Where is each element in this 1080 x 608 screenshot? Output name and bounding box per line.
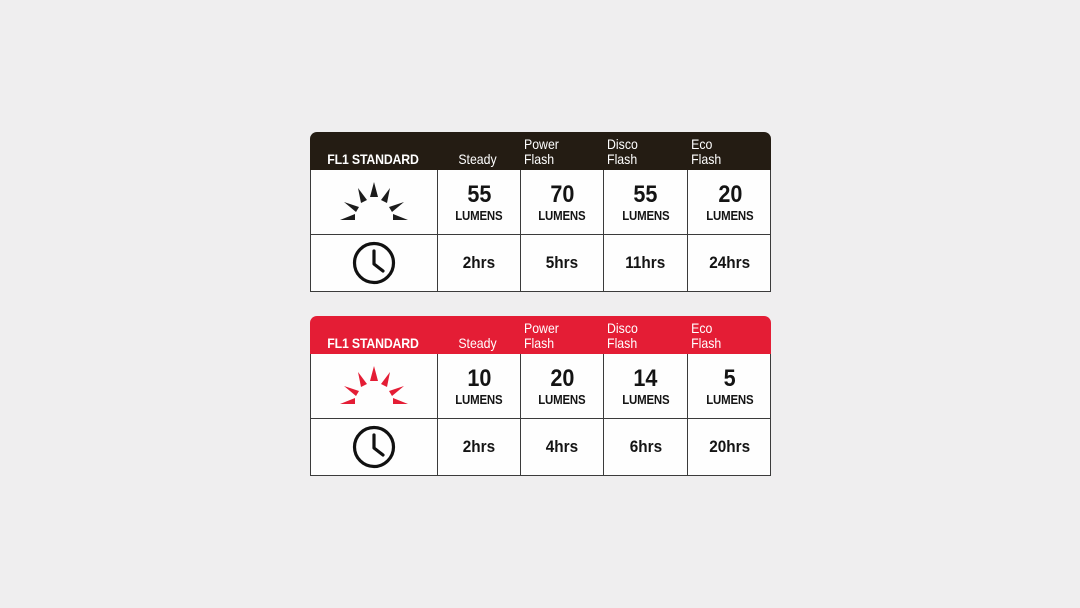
runtime-icon-cell [311,418,437,475]
table-header [310,316,771,354]
mode-eco-flash-header: Eco Flash [691,320,722,351]
lumens-disco-flash: 55 LUMENS [603,170,687,234]
runtime-power-flash: 4hrs [520,418,603,475]
clock-icon [351,240,397,286]
runtime-eco-flash: 24hrs [687,234,771,291]
mode-disco-flash-header: Disco Flash [607,320,638,351]
runtime-steady: 2hrs [437,418,520,475]
mode-steady-header: Steady [458,151,497,167]
table-body [310,354,771,476]
runtime-power-flash: 5hrs [520,234,603,291]
mode-eco-flash-header: Eco Flash [691,136,722,167]
lumens-eco-flash: 20 LUMENS [687,170,771,234]
table-header [310,132,771,170]
brightness-icon-cell [311,170,437,234]
lumens-power-flash: 20 LUMENS [520,354,603,418]
red-light-spec-table [310,316,771,476]
clock-icon [351,424,397,470]
table-title: FL1 STANDARD [327,335,419,351]
lumens-power-flash: 70 LUMENS [520,170,603,234]
lumens-steady: 55 LUMENS [437,170,520,234]
mode-power-flash-header: Power Flash [523,136,559,167]
runtime-steady: 2hrs [437,234,520,291]
sunburst-icon [334,364,414,408]
runtime-disco-flash: 6hrs [603,418,687,475]
white-light-spec-table [310,132,771,292]
mode-disco-flash-header: Disco Flash [607,136,638,167]
brightness-icon-cell [311,354,437,418]
mode-power-flash-header: Power Flash [523,320,559,351]
lumens-steady: 10 LUMENS [437,354,520,418]
lumens-eco-flash: 5 LUMENS [687,354,771,418]
table-title: FL1 STANDARD [327,151,419,167]
sunburst-icon [334,180,414,224]
lumens-disco-flash: 14 LUMENS [603,354,687,418]
runtime-disco-flash: 11hrs [603,234,687,291]
table-body [310,170,771,292]
runtime-eco-flash: 20hrs [687,418,771,475]
runtime-icon-cell [311,234,437,291]
mode-steady-header: Steady [458,335,497,351]
